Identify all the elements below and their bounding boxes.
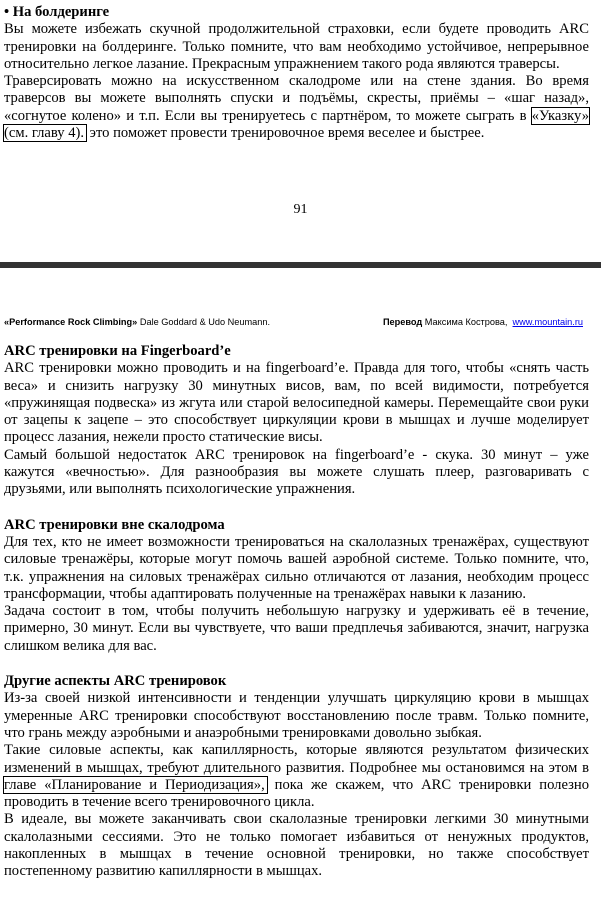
translator: Максима Кострова, (422, 317, 508, 327)
paragraph: Траверсировать можно на искусственном скалодроме или на стене здания. Во время траверсов вы можете выполнять спуски и подъёмы, скресты, приёмы – «шаг назад», «согнутое колено» и т.п. Если вы тренируетесь с партнёром, то можете сыграть в «Указку» (см. главу 4). это поможет провести тренировочное время веселее и быстрее. (4, 73, 589, 142)
section-heading: ARC тренировки на Fingerboard’е (4, 343, 231, 359)
paragraph: ARC тренировки можно проводить и на fingerboard’е. Правда для того, чтобы «снять часть веса» и снизить нагрузку 30 минутных висов, вам, по всей видимости, потребуется «пружинящая подвеска» из жгута или старой велосипедной камеры. Перемещайте свои руки от зацепы к зацепе – это способствует циркуляции крови в мышцах и лучше моделирует процесс лазания, нежели просто статические висы. (4, 360, 589, 446)
authors: Dale Goddard & Udo Neumann. (137, 317, 271, 327)
section-heading: Другие аспекты ARC тренировок (4, 673, 227, 690)
chapter-reference-link[interactable]: «Указку» (см. главу 4). (4, 107, 589, 142)
previous-page (0, 0, 601, 262)
bouldering-section (4, 4, 589, 142)
paragraph: Вы можете избежать скучной продолжительной страховки, если будете проводить ARC тренировки на болдеринге. Только помните, что вам необходимо устойчивое, непрерывное относительно легкое лазание. Прекрасным упражнением такого рода являются траверсы. (4, 21, 589, 72)
paragraph: Из-за своей низкой интенсивности и тенденции улучшать циркуляцию крови в мышцах умеренные ARC тренировки способствуют восстановлению после травм. Только помните, что грань между аэробными и анаэробными тренировками довольно зыбкая. (4, 690, 589, 741)
page-divider (0, 262, 601, 268)
paragraph: Такие силовые аспекты, как капиллярность, которые являются результатом физических изменений в мышцах, требуют длительного развития. Подробнее мы остановимся на этом в главе «Планирование и Периодизация», пока же скажем, что ARC тренировки полезно проводить в течение всего тренировочного цикла. (4, 742, 589, 811)
section-heading: ARC тренировки вне скалодрома (4, 516, 225, 533)
page-number: 91 (293, 202, 308, 217)
translation-label: Перевод (382, 317, 423, 327)
chapter-reference-link[interactable]: главе «Планирование и Периодизация», (4, 776, 265, 793)
section-heading: • На болдеринге (4, 4, 110, 20)
site-link[interactable]: www.mountain.ru (512, 317, 583, 327)
running-header (4, 317, 583, 327)
book-title: «Performance Rock Climbing» (4, 317, 138, 327)
paragraph: В идеале, вы можете заканчивать свои скалолазные тренировки легкими 30 минутными скалолазными сессиями. Это не только помогает избавиться от ненужных продуктов, накопленных в мышцах в течение основной тренировки, но также способствует постепенному развитию капиллярности в мышцах. (4, 811, 589, 880)
paragraph: Для тех, кто не имеет возможности тренироваться на скалолазных тренажёрах, существуют силовые тренажёры, которые могут помочь вашей аэробной системе. Только помните, что, т.к. упражнения на силовых тренажёрах сильно отличаются от лазания, необходим процесс трансформации, чтобы адаптировать полученные на тренажёрах навыки к лазанию. (4, 533, 589, 602)
paragraph: Задача состоит в том, чтобы получить небольшую нагрузку и удерживать её в течение, примерно, 30 минут. Если вы чувствуете, что ваши предплечья забиваются, значит, нагрузка слишком велика для вас. (4, 603, 589, 654)
main-text (4, 343, 589, 881)
paragraph: Самый большой недостаток ARC тренировок на fingerboard’е - скука. 30 минут – уже кажутся «вечностью». Для разнообразия вы можете слушать плеер, разговаривать с друзьями, или выполнять психологические упражнения. (4, 446, 589, 498)
